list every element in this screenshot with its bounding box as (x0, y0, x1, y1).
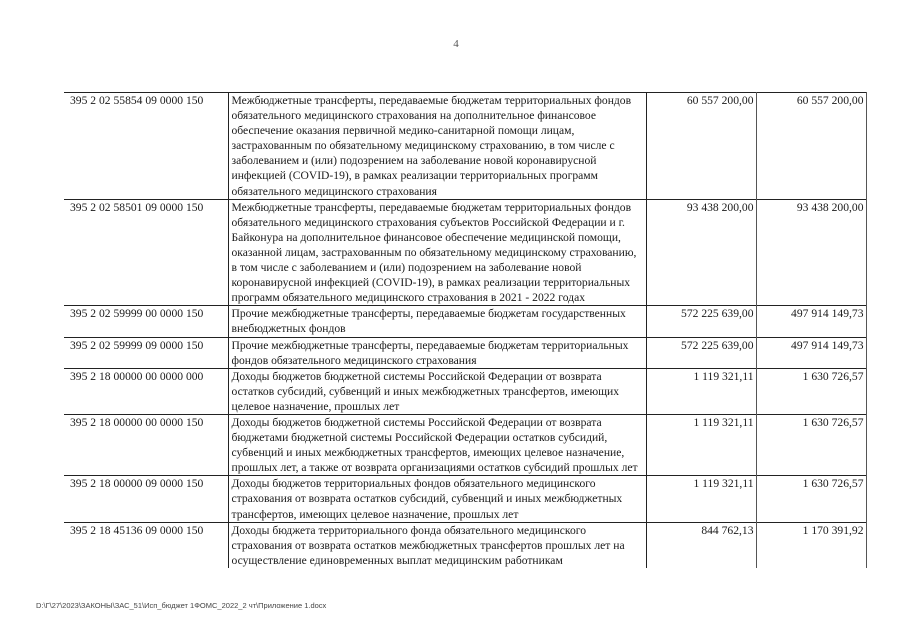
budget-code: 395 2 18 00000 09 0000 150 (64, 476, 228, 522)
amount-executed: 497 914 149,73 (756, 337, 866, 368)
amount-planned: 1 119 321,11 (646, 368, 756, 414)
row-description: Межбюджетные трансферты, передаваемые бюджетам территориальных фондов обязательного медицинского страхования субъектов Российской Федерации и г. Байконура на дополнительное финансовое обеспечение медицинской помощи, оказанной лицам, застрахованным по обязательному медицинскому страхованию, в том числе с заболеванием и (или) подозрением на заболевание новой коронавирусной инфекцией (COVID-19), в рамках реализации территориальных программ обязательного медицинского страхования в 2021 - 2022 годах (228, 199, 646, 306)
amount-executed: 60 557 200,00 (756, 93, 866, 200)
budget-code: 395 2 18 45136 09 0000 150 (64, 522, 228, 568)
amount-executed: 93 438 200,00 (756, 199, 866, 306)
table-row (64, 93, 866, 200)
budget-code: 395 2 02 59999 09 0000 150 (64, 337, 228, 368)
amount-planned: 60 557 200,00 (646, 93, 756, 200)
table-row (64, 199, 866, 306)
amount-executed: 1 630 726,57 (756, 414, 866, 475)
budget-code: 395 2 18 00000 00 0000 000 (64, 368, 228, 414)
amount-executed: 1 630 726,57 (756, 368, 866, 414)
amount-executed: 1 170 391,92 (756, 522, 866, 568)
page-number: 4 (453, 38, 459, 50)
row-description: Доходы бюджетов бюджетной системы Российской Федерации от возврата бюджетами бюджетной системы Российской Федерации остатков субсидий, субвенций и иных межбюджетных трансфертов, имеющих целевое назначение, прошлых лет, а также от возврата организациями остатков субсидий прошлых лет (228, 414, 646, 475)
table-row (64, 414, 866, 475)
row-description: Доходы бюджета территориального фонда обязательного медицинского страхования от возврата остатков межбюджетных трансфертов прошлых лет на осуществление единовременных выплат медицинским работникам (228, 522, 646, 568)
table-row (64, 476, 866, 522)
budget-code: 395 2 18 00000 00 0000 150 (64, 414, 228, 475)
amount-planned: 572 225 639,00 (646, 306, 756, 337)
budget-code: 395 2 02 58501 09 0000 150 (64, 199, 228, 306)
amount-planned: 1 119 321,11 (646, 476, 756, 522)
amount-planned: 1 119 321,11 (646, 414, 756, 475)
amount-planned: 572 225 639,00 (646, 337, 756, 368)
amount-executed: 1 630 726,57 (756, 476, 866, 522)
amount-executed: 497 914 149,73 (756, 306, 866, 337)
amount-planned: 844 762,13 (646, 522, 756, 568)
budget-code: 395 2 02 55854 09 0000 150 (64, 93, 228, 200)
row-description: Доходы бюджетов территориальных фондов обязательного медицинского страхования от возврата остатков субсидий, субвенций и иных межбюджетных трансфертов, имеющих целевое назначение, прошлых лет (228, 476, 646, 522)
document-file-path: D:\Г\27\2023\ЗАКОНЫ\ЗАС_51\Исп_бюджет 1ФОМС_2022_2 чт\Приложение 1.docx (36, 601, 327, 610)
row-description: Прочие межбюджетные трансферты, передаваемые бюджетам территориальных фондов обязательного медицинского страхования (228, 337, 646, 368)
table-row (64, 337, 866, 368)
row-description: Доходы бюджетов бюджетной системы Российской Федерации от возврата остатков субсидий, субвенций и иных межбюджетных трансфертов, имеющих целевое назначение, прошлых лет (228, 368, 646, 414)
row-description: Межбюджетные трансферты, передаваемые бюджетам территориальных фондов обязательного медицинского страхования на дополнительное финансовое обеспечение оказания первичной медико-санитарной помощи лицам, застрахованным по обязательному медицинскому страхованию, в том числе с заболеванием и (или) подозрением на заболевание новой коронавирусной инфекцией (COVID-19), в рамках реализации территориальных программ обязательного медицинского страхования (228, 93, 646, 200)
table-row (64, 368, 866, 414)
row-description: Прочие межбюджетные трансферты, передаваемые бюджетам государственных внебюджетных фондов (228, 306, 646, 337)
table-row (64, 522, 866, 568)
budget-table (64, 92, 867, 568)
budget-code: 395 2 02 59999 00 0000 150 (64, 306, 228, 337)
amount-planned: 93 438 200,00 (646, 199, 756, 306)
table-row (64, 306, 866, 337)
